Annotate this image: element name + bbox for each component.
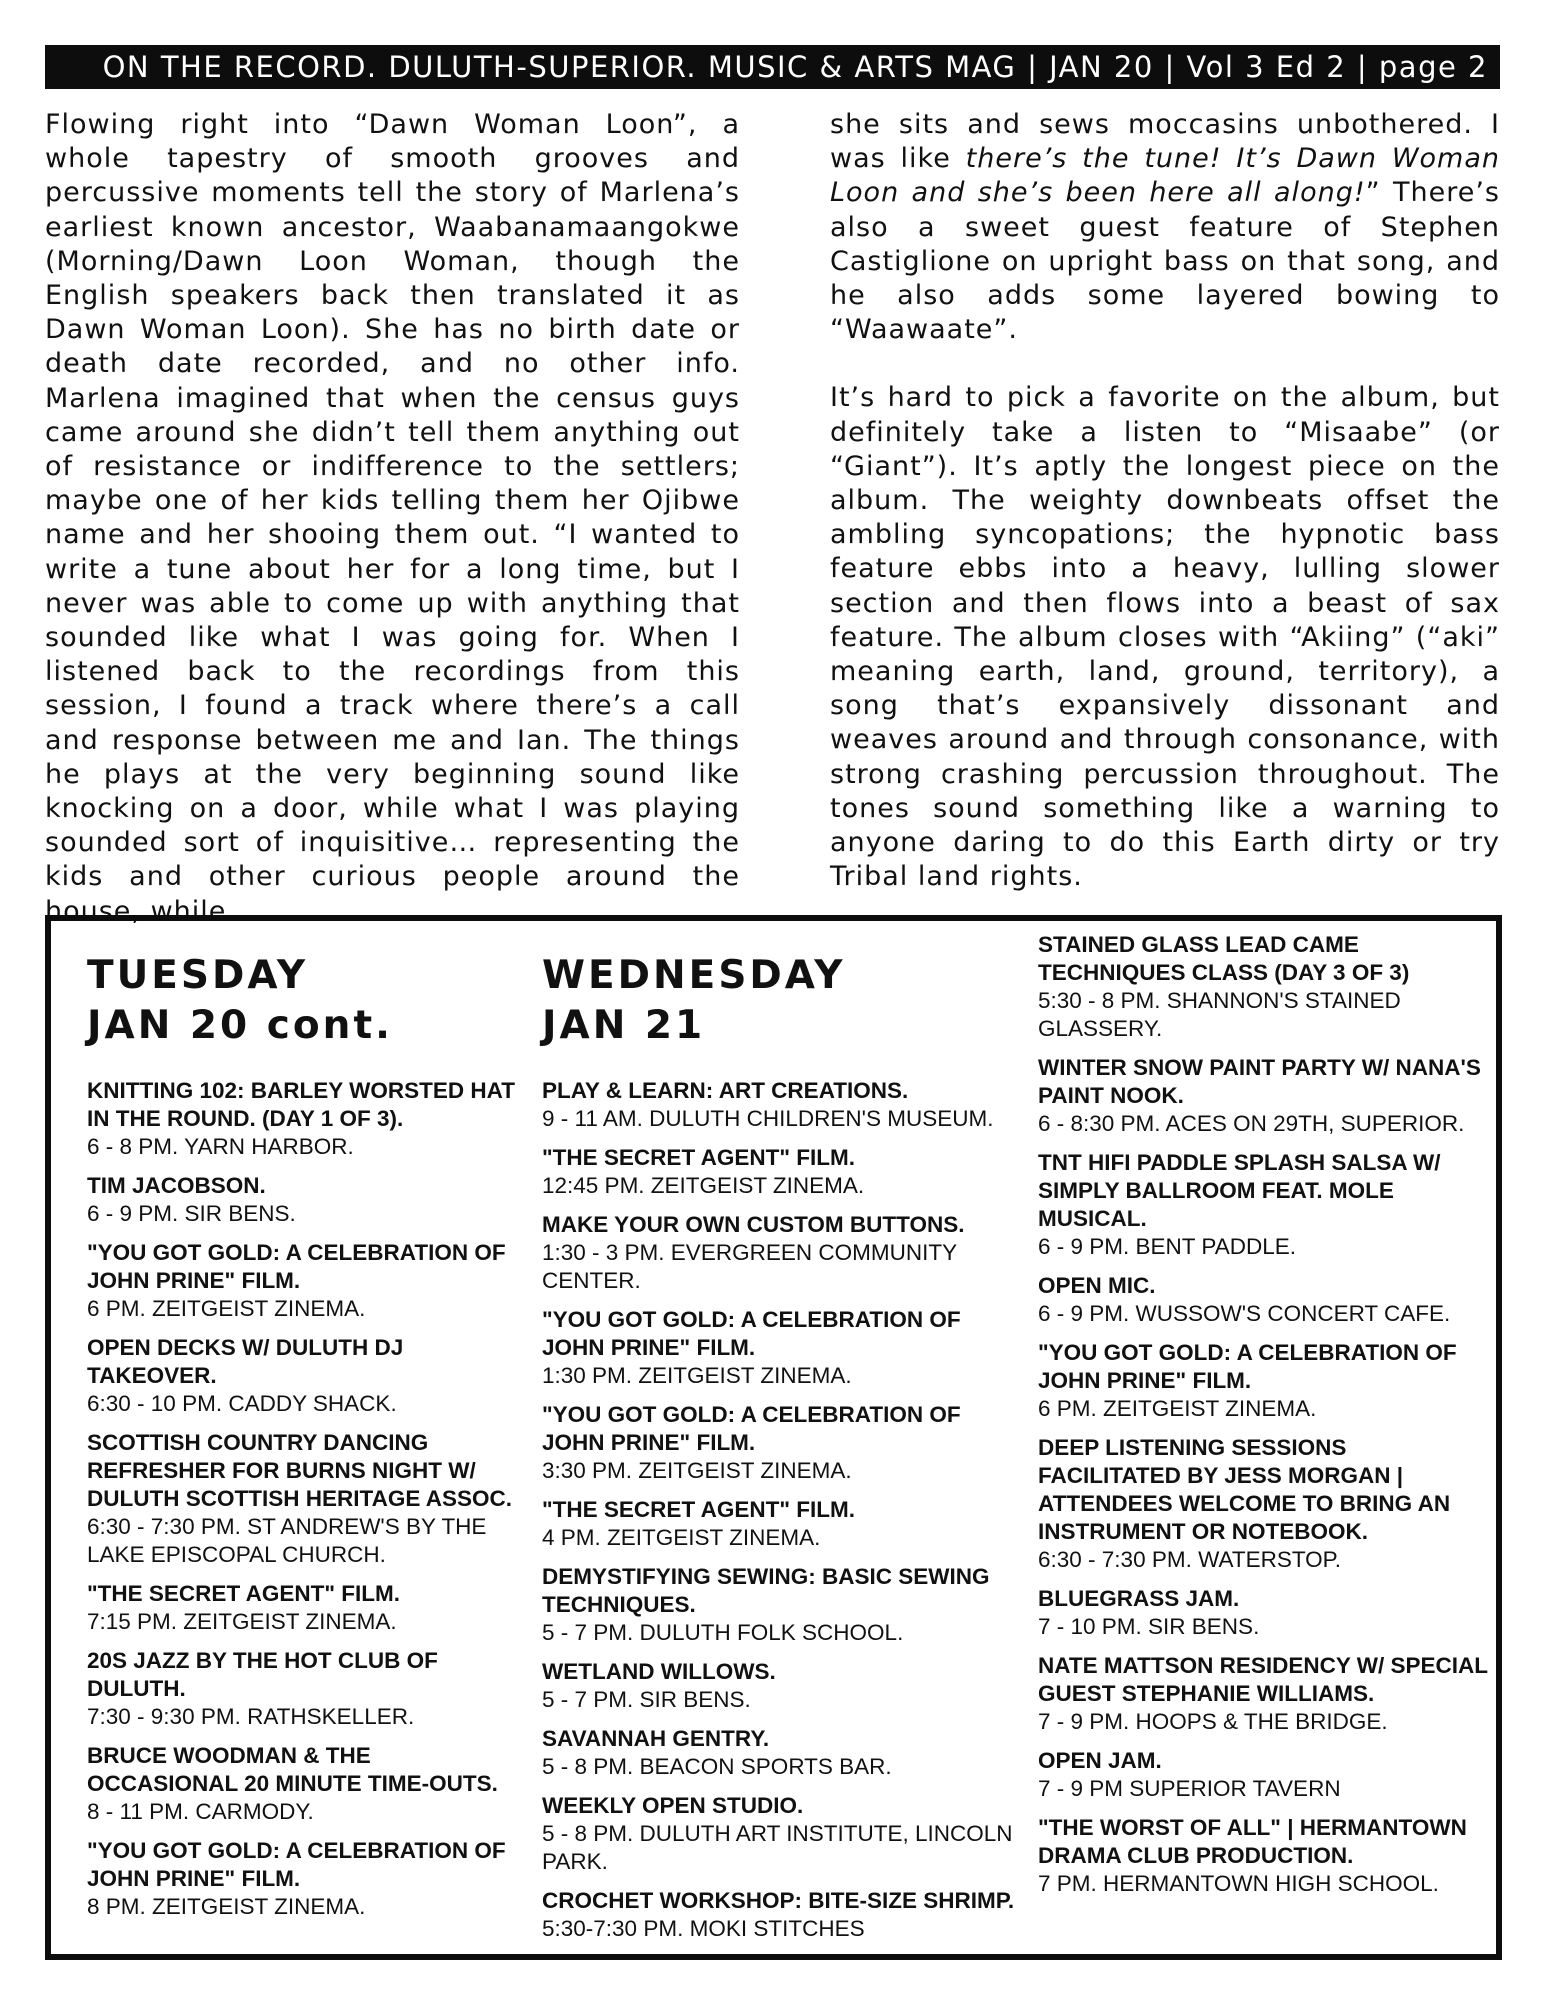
event-title: OPEN DECKS W/ DULUTH DJ TAKEOVER. <box>87 1335 404 1388</box>
event-listing <box>542 1077 1017 1133</box>
event-listing <box>542 1887 1017 1943</box>
event-listing <box>87 1429 517 1569</box>
event-details: 6 - 9 PM. SIR BENS. <box>87 1201 296 1226</box>
event-listing <box>1038 1652 1488 1736</box>
event-title: "THE WORST OF ALL" | HERMANTOWN DRAMA CLUB PRODUCTION. <box>1038 1815 1467 1868</box>
event-details: 6 - 9 PM. WUSSOW'S CONCERT CAFE. <box>1038 1301 1451 1326</box>
event-listing <box>1038 1434 1488 1574</box>
event-details: 5 - 7 PM. DULUTH FOLK SCHOOL. <box>542 1620 904 1645</box>
event-details: 12:45 PM. ZEITGEIST ZINEMA. <box>542 1173 865 1198</box>
events-column-wednesday-cont <box>1038 931 1488 1909</box>
event-title: PLAY & LEARN: ART CREATIONS. <box>542 1078 909 1103</box>
event-details: 6 - 9 PM. BENT PADDLE. <box>1038 1234 1296 1259</box>
event-title: "YOU GOT GOLD: A CELEBRATION OF JOHN PRINE" FILM. <box>1038 1340 1457 1393</box>
event-list <box>542 1077 1017 1943</box>
event-listing <box>87 1077 517 1161</box>
event-listing <box>542 1725 1017 1781</box>
event-listing <box>87 1580 517 1636</box>
event-listing <box>87 1837 517 1921</box>
event-details: 5 - 8 PM. DULUTH ART INSTITUTE, LINCOLN PARK. <box>542 1821 1013 1874</box>
event-title: STAINED GLASS LEAD CAME TECHNIQUES CLASS (DAY 3 OF 3) <box>1038 932 1410 985</box>
event-listing <box>87 1172 517 1228</box>
event-title: BRUCE WOODMAN & THE OCCASIONAL 20 MINUTE TIME-OUTS. <box>87 1743 498 1796</box>
event-details: 6:30 - 10 PM. CADDY SHACK. <box>87 1391 397 1416</box>
event-title: SAVANNAH GENTRY. <box>542 1726 770 1751</box>
event-details: 7 - 9 PM. HOOPS & THE BRIDGE. <box>1038 1709 1388 1734</box>
event-details: 8 PM. ZEITGEIST ZINEMA. <box>87 1894 366 1919</box>
event-title: "THE SECRET AGENT" FILM. <box>542 1145 856 1170</box>
event-title: "YOU GOT GOLD: A CELEBRATION OF JOHN PRINE" FILM. <box>542 1402 961 1455</box>
event-details: 6 - 8:30 PM. ACES ON 29TH, SUPERIOR. <box>1038 1111 1465 1136</box>
event-details: 1:30 PM. ZEITGEIST ZINEMA. <box>542 1363 852 1388</box>
article-paragraph: she sits and sews moccasins unbothered. I was like there’s the tune! It’s Dawn Woman Loon and she’s been here all along!” There’s also a sweet guest feature of Stephen Castiglione on upright bass on that song, and he also adds some layered bowing to “Waawaate”. <box>830 109 1500 346</box>
event-details: 4 PM. ZEITGEIST ZINEMA. <box>542 1525 821 1550</box>
event-list <box>1038 931 1488 1898</box>
event-title: 20S JAZZ BY THE HOT CLUB OF DULUTH. <box>87 1648 438 1701</box>
event-listing <box>542 1401 1017 1485</box>
article-paragraph: Flowing right into “Dawn Woman Loon”, a whole tapestry of smooth grooves and percussive moments tell the story of Marlena’s earliest known ancestor, Waabanamaangokwe (Morning/Dawn Loon Woman, though the English speakers back then translated it as Dawn Woman Loon). She has no birth date or death date recorded, and no other info. Marlena imagined that when the census guys came around she didn’t tell them anything out of resistance or indifference to the settlers; maybe one of her kids telling them her Ojibwe name and her shooing them out. “I wanted to write a tune about her for a long time, but I never was able to come up with anything that sounded like what I was going for. When I listened back to the recordings from this session, I found a track where there’s a call and response between me and Ian. The things he plays at the very beginning sound like knocking on a door, while what I was playing sounded sort of inquisitive… representing the kids and other curious people around the house, while <box>45 109 740 927</box>
event-details: 7 - 10 PM. SIR BENS. <box>1038 1614 1260 1639</box>
event-listing <box>1038 1747 1488 1803</box>
event-title: WEEKLY OPEN STUDIO. <box>542 1793 804 1818</box>
day-name: WEDNESDAY <box>542 953 846 998</box>
event-listing <box>87 1239 517 1323</box>
day-name: TUESDAY <box>87 953 309 998</box>
event-details: 7 PM. HERMANTOWN HIGH SCHOOL. <box>1038 1871 1439 1896</box>
event-title: MAKE YOUR OWN CUSTOM BUTTONS. <box>542 1212 965 1237</box>
event-details: 6:30 - 7:30 PM. WATERSTOP. <box>1038 1547 1342 1572</box>
event-listing <box>1038 931 1488 1043</box>
event-details: 6:30 - 7:30 PM. ST ANDREW'S BY THE LAKE EPISCOPAL CHURCH. <box>87 1514 487 1567</box>
event-title: TIM JACOBSON. <box>87 1173 266 1198</box>
event-title: KNITTING 102: BARLEY WORSTED HAT IN THE ROUND. (DAY 1 OF 3). <box>87 1078 515 1131</box>
event-details: 7:15 PM. ZEITGEIST ZINEMA. <box>87 1609 397 1634</box>
article-quote: there’s the tune! It’s Dawn Woman Loon and she’s been here all along! <box>830 143 1500 209</box>
event-details: 5 - 8 PM. BEACON SPORTS BAR. <box>542 1754 892 1779</box>
event-title: NATE MATTSON RESIDENCY W/ SPECIAL GUEST STEPHANIE WILLIAMS. <box>1038 1653 1488 1706</box>
event-details: 7 - 9 PM SUPERIOR TAVERN <box>1038 1776 1341 1801</box>
event-listing <box>1038 1272 1488 1328</box>
event-listing <box>542 1144 1017 1200</box>
event-details: 7:30 - 9:30 PM. RATHSKELLER. <box>87 1704 415 1729</box>
event-listing <box>542 1563 1017 1647</box>
event-title: BLUEGRASS JAM. <box>1038 1586 1240 1611</box>
event-list <box>87 1077 517 1921</box>
event-listing <box>1038 1339 1488 1423</box>
event-title: TNT HIFI PADDLE SPLASH SALSA W/ SIMPLY BALLROOM FEAT. MOLE MUSICAL. <box>1038 1150 1441 1231</box>
event-listing <box>87 1742 517 1826</box>
event-details: 6 PM. ZEITGEIST ZINEMA. <box>87 1296 366 1321</box>
header-bar: ON THE RECORD. DULUTH-SUPERIOR. MUSIC & ARTS MAG | JAN 20 | Vol 3 Ed 2 | page 2 <box>45 45 1500 89</box>
article-column-right <box>830 108 1500 928</box>
event-title: "THE SECRET AGENT" FILM. <box>87 1581 401 1606</box>
article-paragraph: It’s hard to pick a favorite on the album, but definitely take a listen to “Misaabe” (or “Giant”). It’s aptly the longest piece on the album. The weighty downbeats offset the ambling syncopations; the hypnotic bass feature ebbs into a heavy, lulling slower section and then flows into a beast of sax feature. The album closes with “Akiing” (“aki” meaning earth, land, ground, territory), a song that’s expansively dissonant and weaves around and through consonance, with strong crashing percussion throughout. The tones sound something like a warning to anyone daring to do this Earth dirty or try Tribal land rights. <box>830 382 1500 893</box>
event-listing <box>542 1211 1017 1295</box>
event-details: 5:30-7:30 PM. MOKI STITCHES <box>542 1916 865 1941</box>
event-title: DEMYSTIFYING SEWING: BASIC SEWING TECHNIQUES. <box>542 1564 990 1617</box>
event-listing <box>542 1496 1017 1552</box>
day-heading <box>542 951 1017 1051</box>
events-calendar <box>45 915 1502 1960</box>
event-details: 9 - 11 AM. DULUTH CHILDREN'S MUSEUM. <box>542 1106 994 1131</box>
event-title: DEEP LISTENING SESSIONS FACILITATED BY JESS MORGAN | ATTENDEES WELCOME TO BRING AN INSTRUMENT OR NOTEBOOK. <box>1038 1435 1451 1544</box>
event-details: 5 - 7 PM. SIR BENS. <box>542 1687 751 1712</box>
event-title: OPEN MIC. <box>1038 1273 1156 1298</box>
event-listing <box>542 1306 1017 1390</box>
event-details: 5:30 - 8 PM. SHANNON'S STAINED GLASSERY. <box>1038 988 1401 1041</box>
events-column-tuesday <box>87 931 517 1932</box>
event-title: "YOU GOT GOLD: A CELEBRATION OF JOHN PRINE" FILM. <box>87 1838 506 1891</box>
event-listing <box>1038 1054 1488 1138</box>
event-listing <box>542 1658 1017 1714</box>
event-details: 6 - 8 PM. YARN HARBOR. <box>87 1134 354 1159</box>
event-details: 1:30 - 3 PM. EVERGREEN COMMUNITY CENTER. <box>542 1240 957 1293</box>
event-title: OPEN JAM. <box>1038 1748 1162 1773</box>
article-column-left <box>45 108 740 963</box>
event-title: "YOU GOT GOLD: A CELEBRATION OF JOHN PRINE" FILM. <box>542 1307 961 1360</box>
event-title: WINTER SNOW PAINT PARTY W/ NANA'S PAINT NOOK. <box>1038 1055 1481 1108</box>
event-details: 6 PM. ZEITGEIST ZINEMA. <box>1038 1396 1317 1421</box>
event-title: WETLAND WILLOWS. <box>542 1659 776 1684</box>
event-details: 3:30 PM. ZEITGEIST ZINEMA. <box>542 1458 852 1483</box>
event-listing <box>1038 1814 1488 1898</box>
event-title: CROCHET WORKSHOP: BITE-SIZE SHRIMP. <box>542 1888 1015 1913</box>
event-listing <box>1038 1149 1488 1261</box>
day-date: JAN 21 <box>542 1003 706 1048</box>
event-details: 8 - 11 PM. CARMODY. <box>87 1799 314 1824</box>
day-heading <box>87 951 517 1051</box>
event-listing <box>87 1334 517 1418</box>
event-title: SCOTTISH COUNTRY DANCING REFRESHER FOR BURNS NIGHT W/ DULUTH SCOTTISH HERITAGE ASSOC. <box>87 1430 513 1511</box>
day-date: JAN 20 cont. <box>87 1003 393 1048</box>
event-listing <box>542 1792 1017 1876</box>
events-column-wednesday <box>542 931 1017 1954</box>
event-title: "THE SECRET AGENT" FILM. <box>542 1497 856 1522</box>
event-listing <box>1038 1585 1488 1641</box>
event-title: "YOU GOT GOLD: A CELEBRATION OF JOHN PRINE" FILM. <box>87 1240 506 1293</box>
event-listing <box>87 1647 517 1731</box>
